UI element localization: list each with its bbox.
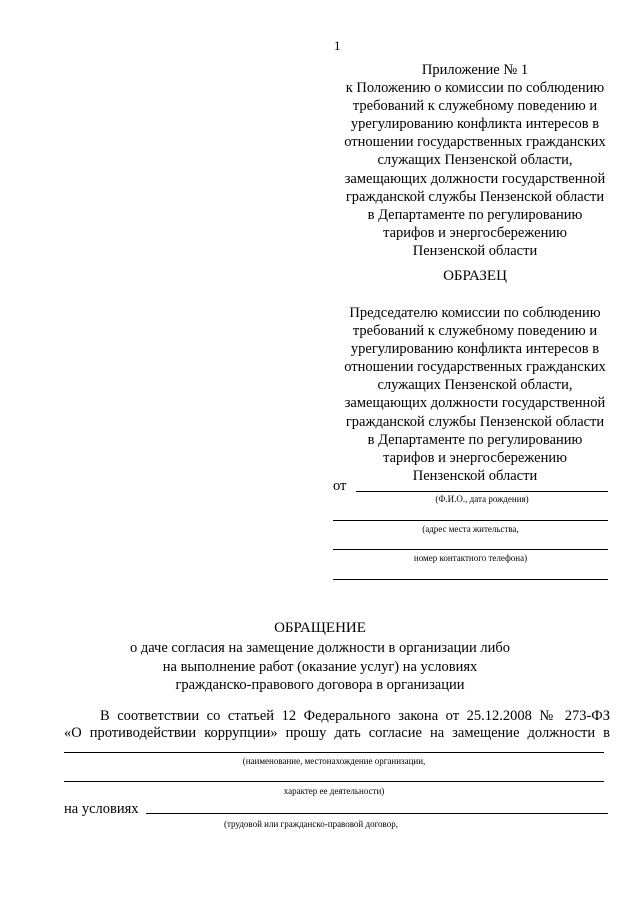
- addressee-line: требований к служебному поведению и: [352, 323, 598, 340]
- page-number: 1: [334, 38, 341, 53]
- addressee-line: отношении государственных гражданских: [344, 359, 606, 376]
- contract-caption: (трудовой или гражданско-правовой договор,: [223, 819, 398, 829]
- addressee-line: гражданской службы Пензенской области: [345, 413, 605, 430]
- appendix-line: требований к служебному поведению и: [352, 98, 598, 115]
- appendix-line: Приложение № 1: [421, 62, 529, 78]
- from-label: от: [333, 478, 347, 494]
- name-field-line[interactable]: [356, 491, 608, 492]
- on-terms-label: на условиях: [64, 801, 139, 817]
- addressee-line: Председателю комиссии по соблюдению: [349, 305, 601, 321]
- appendix-line: служащих Пензенской области,: [377, 152, 573, 169]
- organization-caption: (наименование, местонахождение организации,: [242, 756, 426, 766]
- appeal-subtitle: [0, 639, 640, 695]
- appendix-line: замещающих должности государственной: [344, 170, 606, 187]
- addressee-line: служащих Пензенской области,: [377, 377, 573, 394]
- phone-field-line[interactable]: [333, 579, 608, 580]
- addressee-line: урегулированию конфликта интересов в: [350, 341, 600, 358]
- addressee-line: Пензенской области: [412, 467, 538, 484]
- appeal-subtitle-line: гражданско-правового договора в организации: [175, 677, 465, 693]
- appeal-title: ОБРАЩЕНИЕ: [274, 620, 366, 636]
- appendix-header: [330, 61, 620, 260]
- appendix-line: к Положению о комиссии по соблюдению: [345, 80, 605, 97]
- name-caption: (Ф.И.О., дата рождения): [435, 494, 529, 504]
- appeal-subtitle-line: о даче согласия на замещение должности в организации либо: [129, 640, 511, 656]
- addressee-line: тарифов и энергосбережению: [383, 449, 567, 466]
- appendix-line: гражданской службы Пензенской области: [345, 188, 605, 205]
- appendix-line: отношении государственных гражданских: [344, 134, 606, 151]
- sample-label: ОБРАЗЕЦ: [443, 268, 507, 284]
- terms-field-line[interactable]: [146, 813, 608, 814]
- appeal-paragraph-line-2: «О противодействии коррупции» прошу дать согласие на замещение должности в: [64, 725, 610, 741]
- address-field-line-2[interactable]: [333, 549, 608, 550]
- addressee-line: в Департаменте по регулированию: [367, 431, 583, 448]
- organization-field-line[interactable]: [64, 752, 604, 753]
- addressee-block: [330, 304, 620, 485]
- addressee-line: замещающих должности государственной: [344, 395, 606, 412]
- appendix-line: урегулированию конфликта интересов в: [350, 116, 600, 133]
- address-caption: (адрес места жительства,: [422, 524, 519, 534]
- appeal-subtitle-line: на выполнение работ (оказание услуг) на условиях: [162, 658, 478, 675]
- appendix-line: тарифов и энергосбережению: [383, 224, 567, 241]
- appeal-paragraph-line-1: В соответствии со статьей 12 Федерального закона от 25.12.2008 № 273-ФЗ: [100, 708, 610, 724]
- appendix-line: в Департаменте по регулированию: [367, 206, 583, 223]
- activity-caption: характер ее деятельности): [283, 786, 385, 796]
- address-field-line[interactable]: [333, 520, 608, 521]
- activity-field-line[interactable]: [64, 781, 604, 782]
- phone-caption: номер контактного телефона): [413, 553, 528, 563]
- appendix-line: Пензенской области: [412, 242, 538, 259]
